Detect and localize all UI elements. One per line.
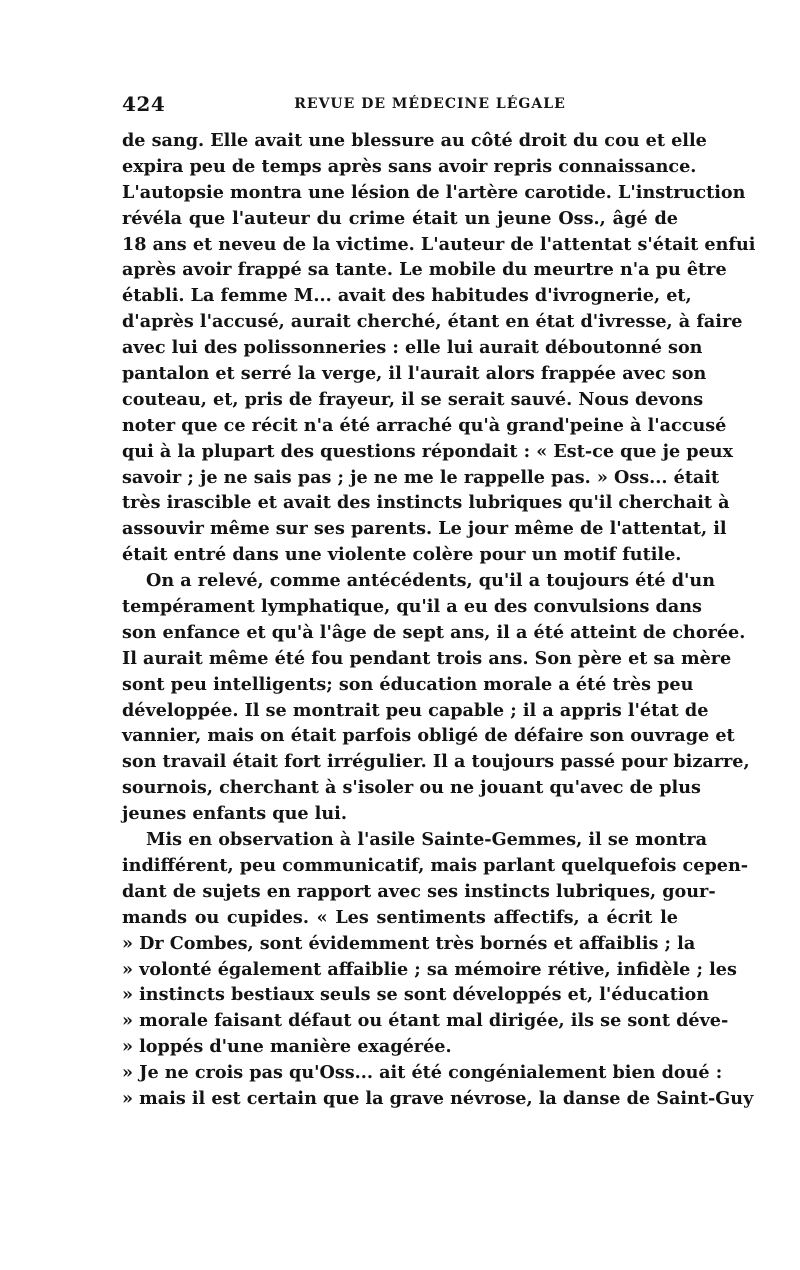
text-line: » mais il est certain que la grave névrose, la danse de Saint-Guy xyxy=(122,1087,754,1109)
text-line: noter que ce récit n'a été arraché qu'à grand'peine à l'accusé xyxy=(122,414,727,436)
running-title: REVUE DE MÉDECINE LÉGALE xyxy=(294,96,566,112)
text-line: tempérament lymphatique, qu'il a eu des convulsions dans xyxy=(122,596,702,618)
text-line: » instincts bestiaux seuls se sont développés et, l'éducation xyxy=(122,984,710,1006)
text-line: » morale faisant défaut ou étant mal dirigée, ils se sont déve- xyxy=(122,1010,729,1032)
page-header xyxy=(122,92,678,120)
text-line: mands ou cupides. « Les sentiments affectifs, a écrit le xyxy=(122,906,678,928)
page-number: 424 xyxy=(122,92,166,116)
text-line: jeunes enfants que lui. xyxy=(122,803,347,825)
text-line: développée. Il se montrait peu capable ; il a appris l'état de xyxy=(122,699,709,721)
text-line: » Dr Combes, sont évidemment très bornés et affaiblis ; la xyxy=(122,932,696,954)
text-line: très irascible et avait des instincts lubriques qu'il cherchait à xyxy=(122,492,730,514)
text-line: dant de sujets en rapport avec ses instincts lubriques, gour- xyxy=(122,880,716,902)
text-line: couteau, et, pris de frayeur, il se serait sauvé. Nous devons xyxy=(122,388,704,410)
text-line: avec lui des polissonneries : elle lui aurait déboutonné son xyxy=(122,337,703,359)
text-line: Il aurait même été fou pendant trois ans. Son père et sa mère xyxy=(122,647,732,669)
text-line: » loppés d'une manière exagérée. xyxy=(122,1036,452,1058)
text-line: son travail était fort irrégulier. Il a toujours passé pour bizarre, xyxy=(122,751,750,773)
text-line: sournois, cherchant à s'isoler ou ne jouant qu'avec de plus xyxy=(122,777,701,799)
text-line: de sang. Elle avait une blessure au côté droit du cou et elle xyxy=(122,130,707,151)
text-line: était entré dans une violente colère pour un motif futile. xyxy=(122,544,682,566)
text-line: » Je ne crois pas qu'Oss... ait été congénialement bien doué : xyxy=(122,1062,723,1084)
text-line: indifférent, peu communicatif, mais parlant quelquefois cepen- xyxy=(122,854,749,876)
text-line: qui à la plupart des questions répondait : « Est-ce que je peux xyxy=(122,440,734,462)
body-text xyxy=(122,128,756,1112)
text-line: Mis en observation à l'asile Sainte-Gemmes, il se montra xyxy=(146,829,708,851)
text-line: après avoir frappé sa tante. Le mobile du meurtre n'a pu être xyxy=(122,259,727,281)
text-line: expira peu de temps après sans avoir repris connaissance. xyxy=(122,155,697,177)
text-line: établi. La femme M... avait des habitudes d'ivrognerie, et, xyxy=(122,285,692,307)
text-line: d'après l'accusé, aurait cherché, étant en état d'ivresse, à faire xyxy=(122,311,743,333)
text-line: sont peu intelligents; son éducation morale a été très peu xyxy=(122,673,694,695)
text-line: » volonté également affaiblie ; sa mémoire rétive, infidèle ; les xyxy=(122,958,737,980)
text-line: 18 ans et neveu de la victime. L'auteur de l'attentat s'était enfui xyxy=(122,233,756,255)
text-line: savoir ; je ne sais pas ; je ne me le rappelle pas. » Oss... était xyxy=(122,466,720,488)
text-line: révéla que l'auteur du crime était un jeune Oss., âgé de xyxy=(122,207,678,229)
text-line: L'autopsie montra une lésion de l'artère carotide. L'instruction xyxy=(122,181,746,203)
text-line: vannier, mais on était parfois obligé de défaire son ouvrage et xyxy=(122,725,735,747)
text-line: On a relevé, comme antécédents, qu'il a toujours été d'un xyxy=(146,570,716,592)
text-line: assouvir même sur ses parents. Le jour même de l'attentat, il xyxy=(122,518,727,540)
text-line: son enfance et qu'à l'âge de sept ans, il a été atteint de chorée. xyxy=(122,621,746,643)
text-line: pantalon et serré la verge, il l'aurait alors frappée avec son xyxy=(122,363,707,385)
